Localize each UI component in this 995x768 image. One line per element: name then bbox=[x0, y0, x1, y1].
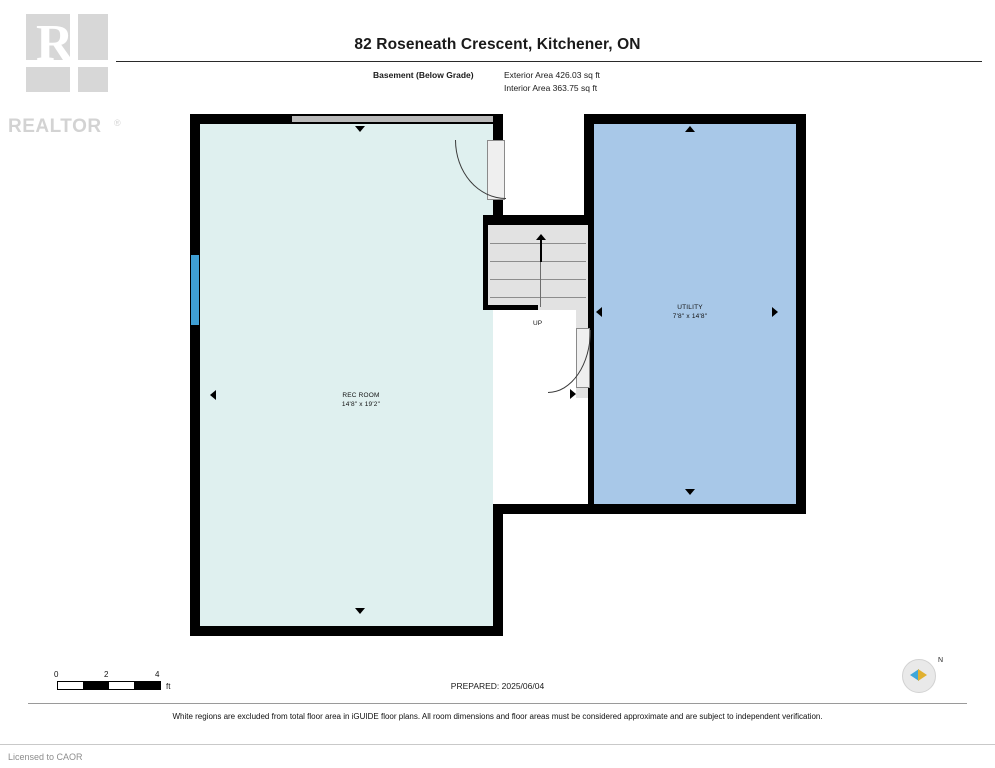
wall-step-horizontal bbox=[493, 504, 594, 514]
wall-left bbox=[190, 114, 200, 636]
stair-tread bbox=[490, 261, 586, 262]
floor-level-text: Basement (Below Grade) bbox=[373, 70, 474, 80]
wall-right bbox=[796, 114, 806, 514]
compass-needle-east bbox=[918, 669, 927, 681]
window-top bbox=[292, 116, 493, 122]
room-name-utility: UTILITY bbox=[677, 304, 703, 311]
dimension-arrow-icon bbox=[772, 307, 778, 317]
disclaimer-text: White regions are excluded from total floor area in iGUIDE floor plans. All room dimensions and floor areas must be considered approximate and are subject to independent verification. bbox=[172, 712, 823, 721]
prepared-date: PREPARED: 2025/06/04 bbox=[450, 681, 545, 691]
stair-direction-arrow-icon bbox=[536, 234, 546, 240]
room-fill-rec-room bbox=[200, 124, 493, 626]
scale-tick-2: 2 bbox=[104, 670, 109, 679]
room-label-rec-room bbox=[296, 391, 426, 409]
license-divider bbox=[0, 744, 995, 745]
registered-trademark-icon: ® bbox=[114, 118, 121, 128]
wall-bottom-right bbox=[584, 504, 806, 514]
compass-icon bbox=[902, 657, 944, 693]
wall-bottom-left bbox=[190, 626, 503, 636]
scale-tick-4: 4 bbox=[155, 670, 160, 679]
interior-area-text: Interior Area 363.75 sq ft bbox=[504, 83, 598, 93]
dimension-arrow-icon bbox=[355, 126, 365, 132]
room-label-utility bbox=[630, 303, 750, 321]
dimension-arrow-icon bbox=[355, 608, 365, 614]
wall-right-lower-rec bbox=[493, 504, 503, 636]
room-name-rec-room: REC ROOM bbox=[342, 392, 380, 399]
wall-stair-top bbox=[483, 215, 594, 225]
realtor-logo-wordmark: REALTOR bbox=[8, 116, 102, 137]
stair-direction-shaft bbox=[540, 240, 542, 262]
scale-unit-label: ft bbox=[166, 682, 171, 691]
footer-divider bbox=[28, 703, 967, 704]
page-title: 82 Roseneath Crescent, Kitchener, ON bbox=[354, 36, 641, 53]
wall-utility-left-upper bbox=[584, 114, 594, 225]
compass-north-label: N bbox=[938, 657, 944, 664]
dimension-arrow-icon bbox=[685, 126, 695, 132]
dimension-arrow-icon bbox=[570, 389, 576, 399]
exterior-area-text: Exterior Area 426.03 sq ft bbox=[504, 70, 600, 80]
dimension-arrow-icon bbox=[596, 307, 602, 317]
realtor-logo-letter: R bbox=[36, 15, 74, 72]
wall-stair-bottom bbox=[483, 305, 538, 310]
stair-tread bbox=[490, 297, 586, 298]
license-text: Licensed to CAOR bbox=[8, 752, 83, 762]
room-dimensions-utility: 7'8" x 14'8" bbox=[672, 313, 708, 320]
dimension-arrow-icon bbox=[210, 390, 216, 400]
wall-top-right bbox=[584, 114, 806, 124]
stair-tread bbox=[490, 243, 586, 244]
stair-tread bbox=[490, 279, 586, 280]
scale-tick-0: 0 bbox=[54, 670, 59, 679]
room-dimensions-rec-room: 14'8" x 19'2" bbox=[341, 401, 381, 408]
dimension-arrow-icon bbox=[685, 489, 695, 495]
window-left-egress bbox=[191, 255, 199, 325]
wall-stair-left bbox=[483, 225, 488, 310]
stairs-up-label: UP bbox=[533, 320, 543, 327]
